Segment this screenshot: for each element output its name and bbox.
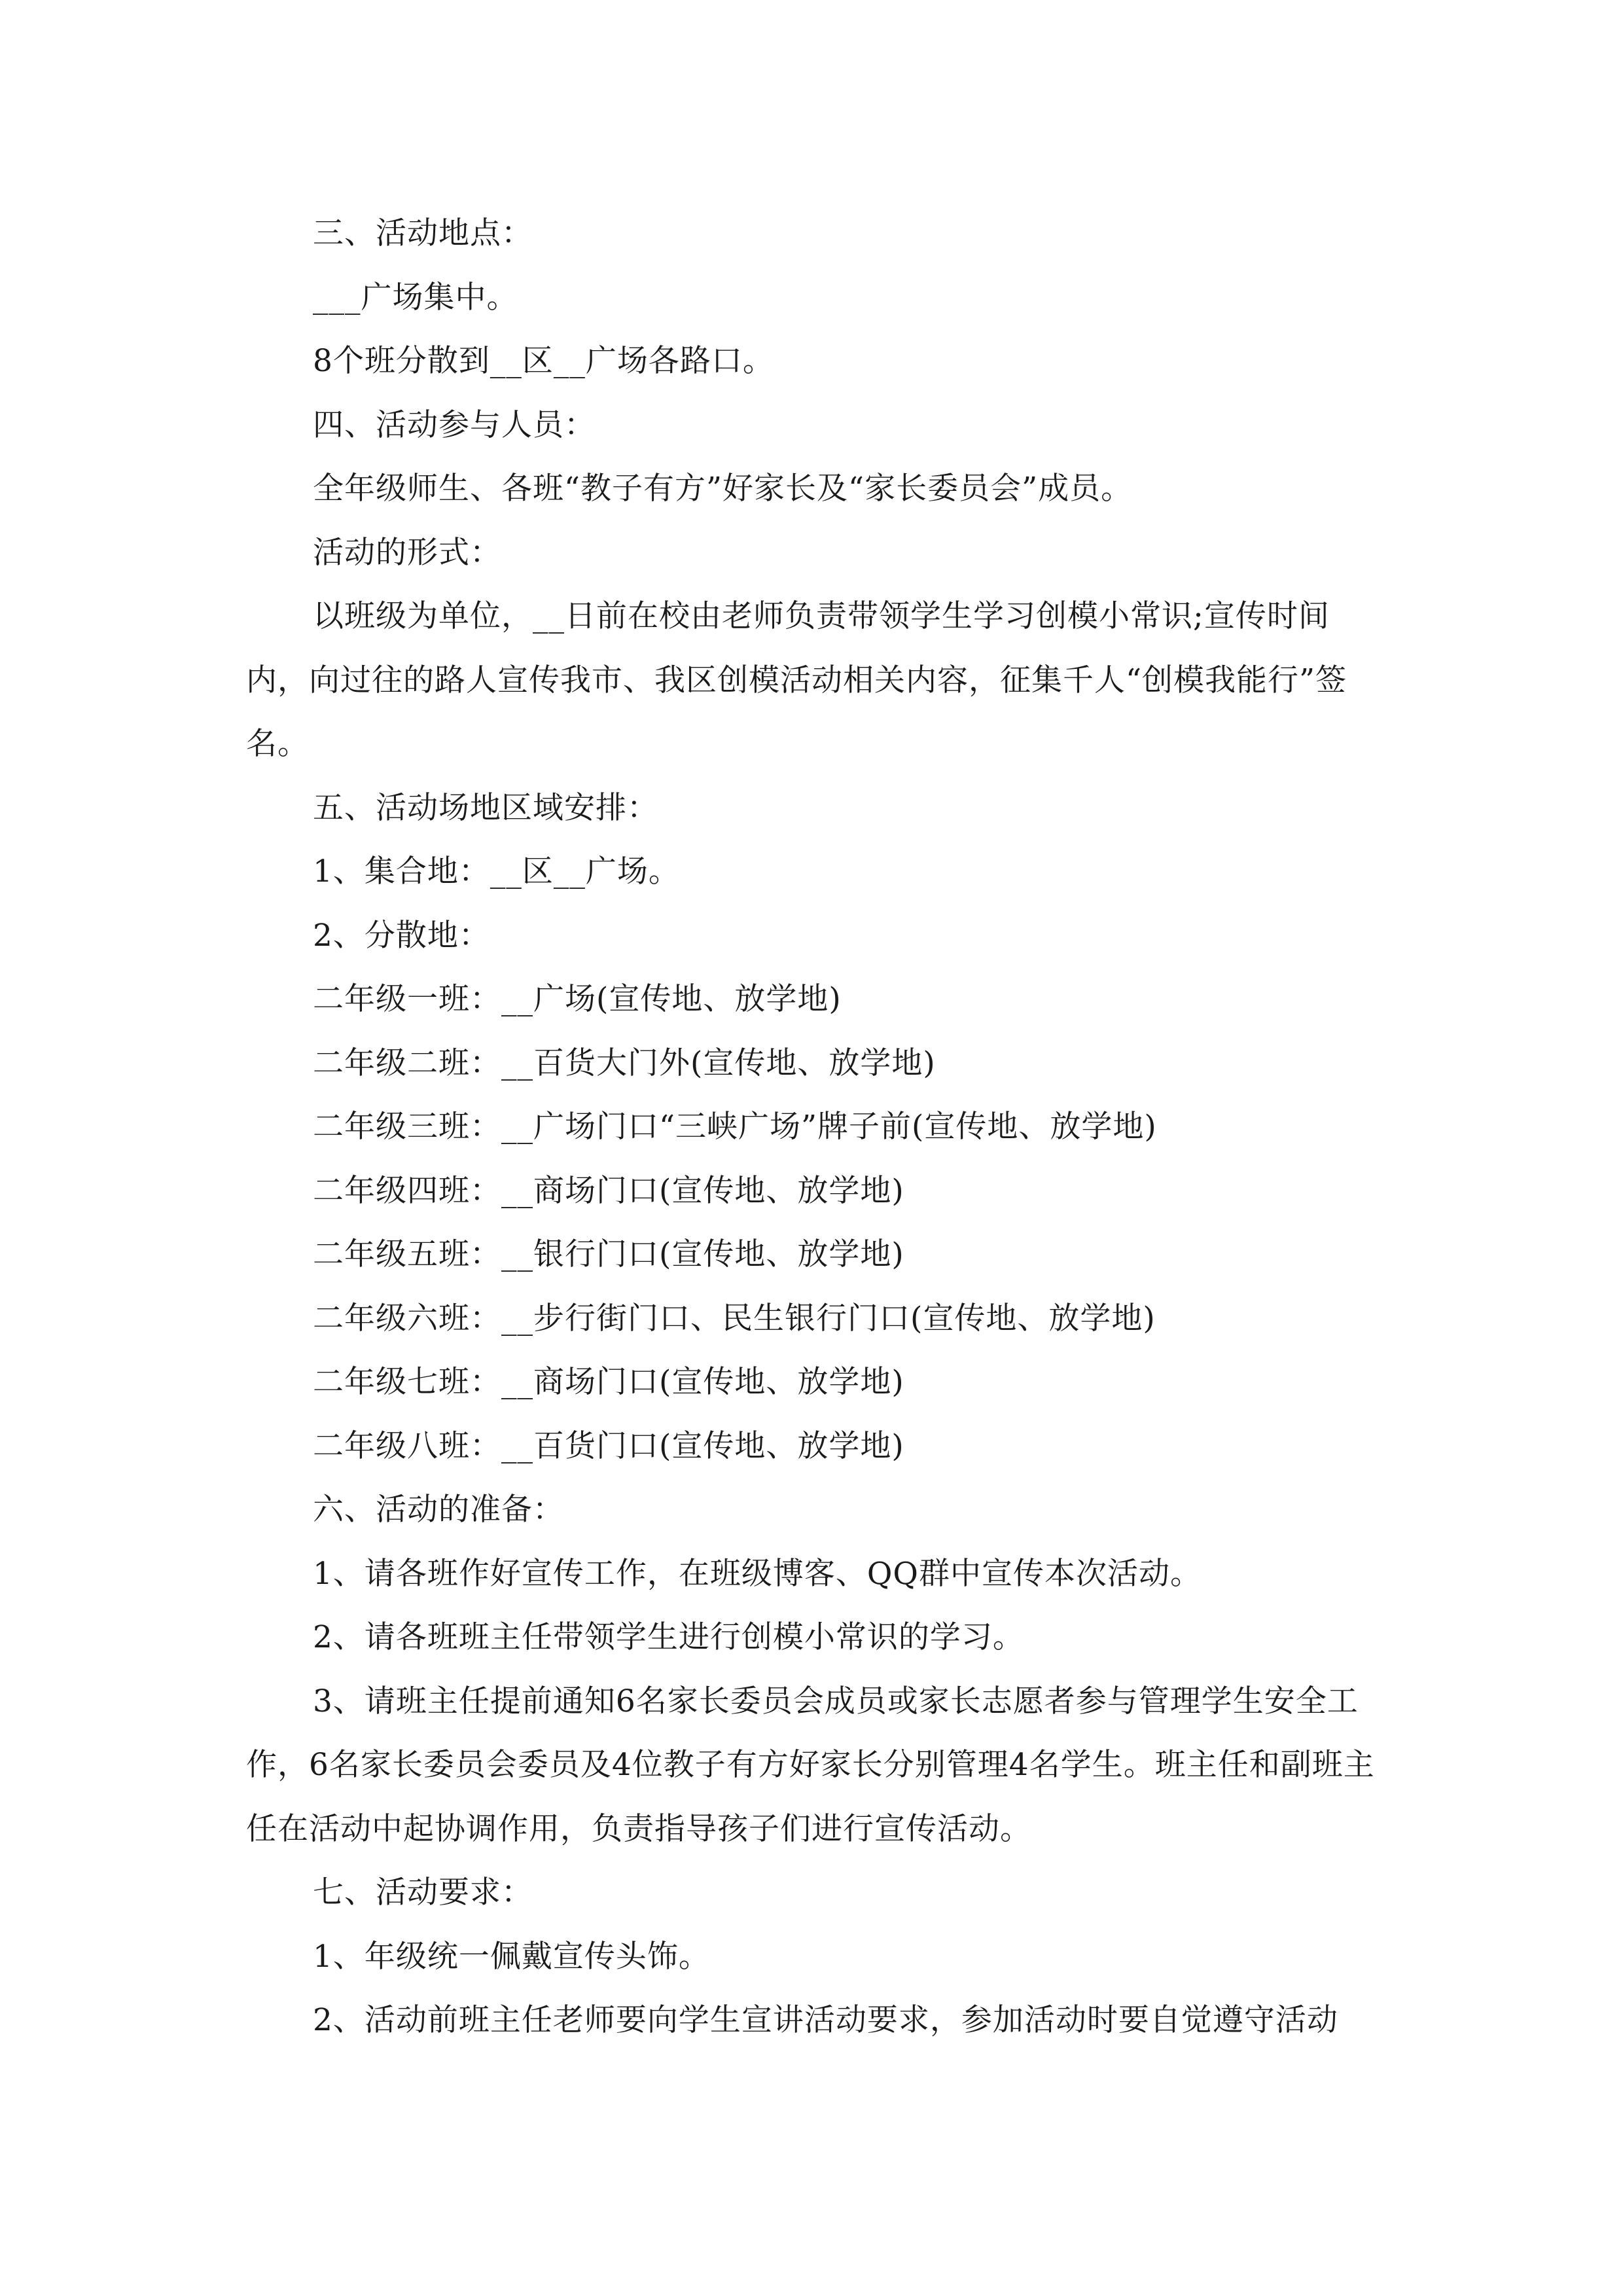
subheading-format: 活动的形式： bbox=[313, 534, 501, 571]
paragraph: 全年级师生、各班“教子有方”好家长及“家长委员会”成员。 bbox=[313, 471, 1133, 507]
list-item: 2、分散地： bbox=[313, 917, 490, 954]
section-heading-venue: 五、活动场地区域安排： bbox=[313, 789, 658, 826]
list-item: 2、活动前班主任老师要向学生宣讲活动要求，参加活动时要自觉遵守活动 bbox=[313, 2002, 1338, 2038]
class-location-item: 二年级三班：__广场门口“三峡广场”牌子前(宣传地、放学地) bbox=[313, 1109, 1157, 1145]
paragraph: ___广场集中。 bbox=[313, 279, 518, 315]
class-location-item: 二年级八班：__百货门口(宣传地、放学地) bbox=[313, 1427, 904, 1464]
list-item: 1、请各班作好宣传工作，在班级博客、QQ群中宣传本次活动。 bbox=[313, 1555, 1202, 1592]
section-heading-participants: 四、活动参与人员： bbox=[313, 406, 596, 443]
class-location-item: 二年级一班：__广场(宣传地、放学地) bbox=[313, 981, 842, 1017]
section-heading-location: 三、活动地点： bbox=[313, 215, 533, 251]
list-item: 3、请班主任提前通知6名家长委员会成员或家长志愿者参与管理学生安全工作，6名家长委员会委员及4位教子有方好家长分别管理4名学生。班主任和副班主任在活动中起协调作用，负责指导孩子们进行宣传活动。 bbox=[246, 1683, 1375, 1847]
class-location-item: 二年级七班：__商场门口(宣传地、放学地) bbox=[313, 1364, 904, 1400]
class-location-item: 二年级二班：__百货大门外(宣传地、放学地) bbox=[313, 1045, 936, 1081]
section-heading-requirements: 七、活动要求： bbox=[313, 1874, 533, 1910]
class-location-item: 二年级四班：__商场门口(宣传地、放学地) bbox=[313, 1172, 904, 1209]
paragraph: 8个班分散到__区__广场各路口。 bbox=[313, 343, 774, 379]
document-body bbox=[246, 202, 1378, 2053]
section-heading-preparation: 六、活动的准备： bbox=[313, 1492, 564, 1528]
paragraph: 以班级为单位，__日前在校由老师负责带领学生学习创模小常识;宣传时间内，向过往的路人宣传我市、我区创模活动相关内容，征集千人“创模我能行”签名。 bbox=[246, 598, 1347, 762]
list-item: 1、集合地：__区__广场。 bbox=[313, 853, 680, 889]
list-item: 1、年级统一佩戴宣传头饰。 bbox=[313, 1938, 710, 1975]
list-item: 2、请各班班主任带领学生进行创模小常识的学习。 bbox=[313, 1619, 1024, 1655]
class-location-item: 二年级六班：__步行街门口、民生银行门口(宣传地、放学地) bbox=[313, 1300, 1156, 1336]
class-location-item: 二年级五班：__银行门口(宣传地、放学地) bbox=[313, 1236, 904, 1272]
